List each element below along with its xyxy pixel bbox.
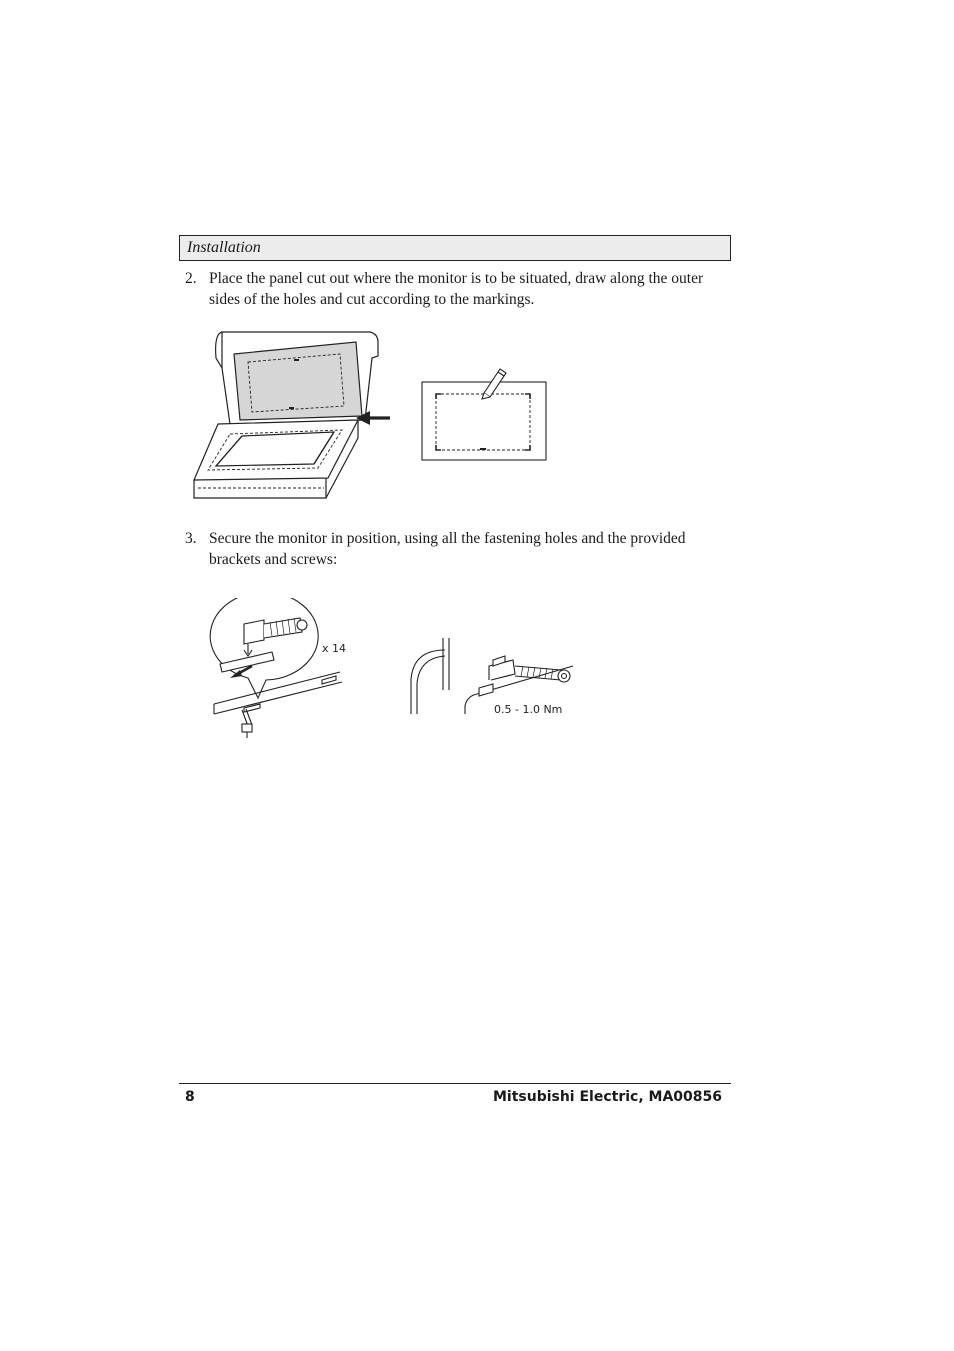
step-number: 2. bbox=[185, 270, 197, 287]
bracket-count: x 14 bbox=[322, 642, 347, 655]
footer-divider bbox=[179, 1083, 731, 1084]
step-3 bbox=[185, 528, 730, 572]
step-text: Secure the monitor in position, using all the fastening holes and the provided brackets and screws: bbox=[209, 530, 686, 568]
step-2 bbox=[185, 268, 730, 312]
section-header bbox=[179, 235, 731, 261]
bracket-count-label bbox=[318, 640, 358, 656]
section-title: Installation bbox=[187, 239, 261, 256]
step-text: Place the panel cut out where the monitor is to be situated, draw along the outer sides of the holes and cut according to the markings. bbox=[209, 270, 704, 308]
bracket-detail-illustration bbox=[200, 598, 360, 743]
panel-marking-illustration bbox=[420, 365, 550, 463]
document-reference: Mitsubishi Electric, MA00856 bbox=[492, 1089, 722, 1105]
torque-value: 0.5 - 1.0 Nm bbox=[494, 703, 563, 716]
page-number: 8 bbox=[185, 1089, 195, 1105]
box-template-illustration bbox=[190, 328, 400, 503]
torque-label bbox=[490, 700, 580, 718]
step-number: 3. bbox=[185, 530, 197, 547]
